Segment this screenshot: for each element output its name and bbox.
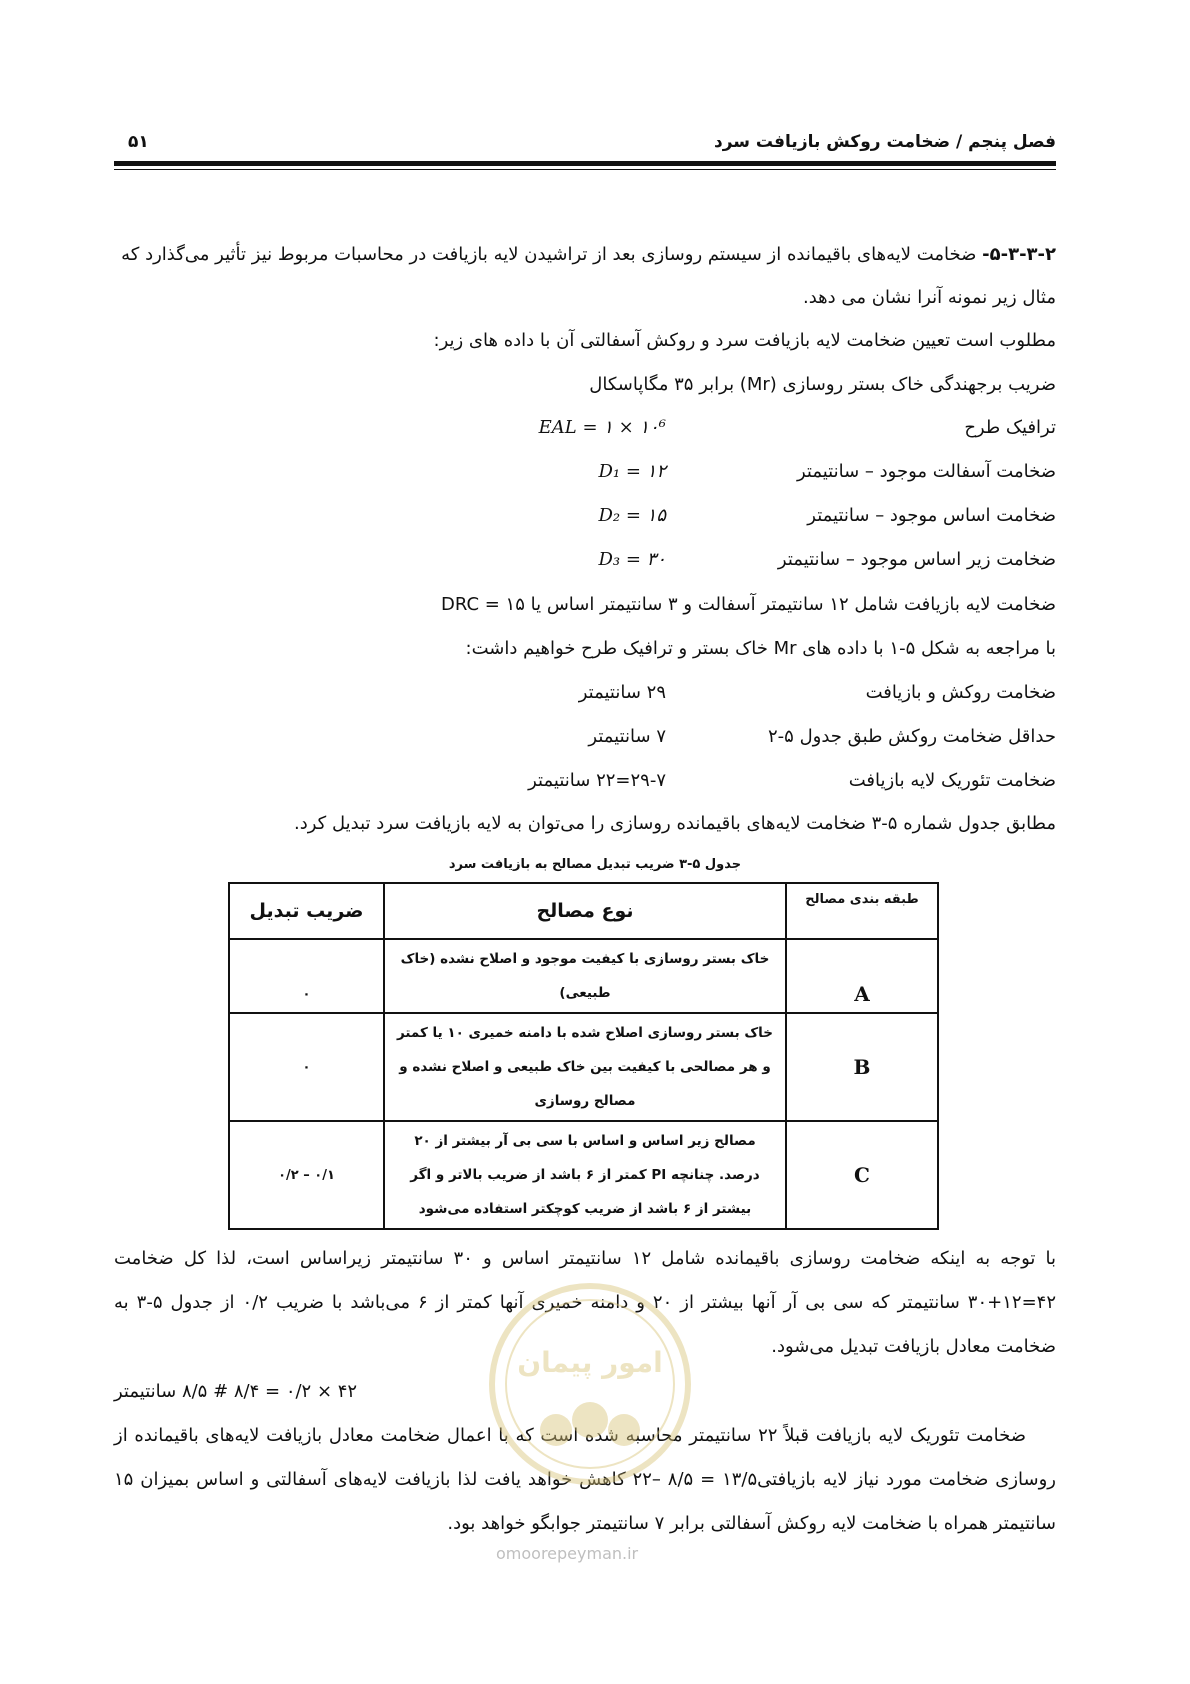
- result-label: ضخامت تئوریک لایه بازیافت: [848, 770, 1056, 791]
- given-formula: D₁ = ۱۲: [598, 461, 666, 482]
- header-classification: طبقه بندی مصالح: [786, 883, 938, 939]
- result-label: ضخامت روکش و بازیافت: [865, 682, 1056, 703]
- given-row-subbase: [456, 547, 1056, 573]
- header-rule-thick: [114, 161, 1056, 166]
- table-row: [229, 1013, 938, 1121]
- mr-line: ضریب برجهندگی خاک بستر روسازی (Mr) برابر ۳۵ مگاپاسکال: [589, 374, 1056, 395]
- header-rule-thin: [114, 169, 1056, 170]
- paragraph-1: با توجه به اینکه ضخامت روسازی باقیمانده شامل ۱۲ سانتیمتر اساس و ۳۰ سانتیمتر زیراساس است، لذا کل ضخامت ۴۲=۱۲+۳۰ سانتیمتر که سی بی آر آنها بیشتر از ۲۰ و دامنه خمیری آنها کمتر از ۶ می‌باشد با ضریب ۰/۲ از جدول ۵-۳ به ضخامت معادل بازیافت تبدیل می‌شود.: [114, 1248, 1057, 1357]
- reference-line: با مراجعه به شکل ۵-۱ با داده های Mr خاک بستر و ترافیک طرح خواهیم داشت:: [465, 638, 1056, 659]
- result-value: ۲۹ سانتیمتر: [578, 682, 666, 703]
- header-conversion-factor: ضریب تبدیل: [229, 883, 384, 939]
- table-header-row: [229, 883, 938, 939]
- watermark-logo: [486, 1280, 694, 1488]
- page-header: [114, 128, 1056, 178]
- table-caption: جدول ۵-۳ ضریب تبدیل مصالح به بازیافت سرد: [448, 857, 742, 872]
- conversion-factor: ۰/۱ – ۰/۲: [229, 1121, 384, 1229]
- paragraph-2: ضخامت تئوریک لایه بازیافت قبلاً ۲۲ سانتیمتر محاسبه شده است که با اعمال ضخامت معادل بازیافت لایه‌های باقیمانده از روسازی ضخامت مورد نیاز لایه بازیافتی۱۳/۵ = ۸/۵ –۲۲ کاهش خواهد یافت لذا بازیافت لایه‌های آسفالتی و اساس بمیزان ۱۵ سانتیمتر همراه با ضخامت لایه روکش آسفالتی برابر ۷ سانتیمتر جوابگو خواهد بود.: [114, 1425, 1056, 1534]
- result-value: ۷ سانتیمتر: [588, 726, 666, 747]
- conversion-factor: ۰: [229, 939, 384, 1013]
- given-label: ضخامت آسفالت موجود – سانتیمتر: [796, 461, 1056, 482]
- watermark-url: omoorepeyman.ir: [496, 1544, 639, 1563]
- material-description: خاک بستر روسازی با کیفیت موجود و اصلاح نشده (خاک طبیعی): [384, 939, 786, 1013]
- result-value: ۲۹-۷=۲۲ سانتیمتر: [528, 770, 666, 791]
- equation: ۴۲ × ۰/۲ = ۸/۴ # ۸/۵ سانتیمتر: [114, 1381, 358, 1402]
- material-description: خاک بستر روسازی اصلاح شده با دامنه خمیری ۱۰ یا کمتر و هر مصالحی با کیفیت بین خاک طبیعی و اصلاح نشده و مصالح روسازی: [384, 1013, 786, 1121]
- conversion-factor: ۰: [229, 1013, 384, 1121]
- intro-line-1: [121, 242, 1056, 268]
- material-class: A: [786, 939, 938, 1013]
- table-row: [229, 939, 938, 1013]
- page-number: ۵۱: [128, 132, 149, 152]
- result-row-min-overlay: [456, 724, 1056, 750]
- given-row-asphalt: [456, 459, 1056, 485]
- drc-line: ضخامت لایه بازیافت شامل ۱۲ سانتیمتر آسفالت و ۳ سانتیمتر اساس یا ۱۵ = DRC: [440, 594, 1056, 615]
- intro-line-3: مطلوب است تعیین ضخامت لایه بازیافت سرد و روکش آسفالتی آن با داده های زیر:: [433, 330, 1056, 351]
- material-class: C: [786, 1121, 938, 1229]
- header-material-type: نوع مصالح: [384, 883, 786, 939]
- given-label: ترافیک طرح: [964, 417, 1056, 438]
- chapter-title: فصل پنجم / ضخامت روکش بازیافت سرد: [713, 132, 1056, 152]
- materials-table: [228, 882, 939, 1230]
- intro-text: ضخامت لایه‌های باقیمانده از سیستم روسازی بعد از تراشیدن لایه بازیافت در محاسبات مربوط نیز تأثیر می‌گذارد که: [121, 244, 983, 265]
- material-description: مصالح زیر اساس و اساس با سی بی آر بیشتر از ۲۰ درصد. چنانچه PI کمتر از ۶ باشد از ضریب بالاتر و اگر بیشتر از ۶ باشد از ضریب کوچکتر استفاده می‌شود: [384, 1121, 786, 1229]
- result-row-theoretical: [456, 768, 1056, 794]
- given-formula: D₃ = ۳۰: [598, 549, 666, 570]
- given-label: ضخامت زیر اساس موجود – سانتیمتر: [777, 549, 1056, 570]
- intro-line-2: مثال زیر نمونه آنرا نشان می دهد.: [802, 287, 1056, 308]
- result-row-overlay-recycle: [456, 680, 1056, 706]
- watermark-text: امور پیمان: [517, 1346, 663, 1379]
- material-class: B: [786, 1013, 938, 1121]
- conclusion-line: مطابق جدول شماره ۵-۳ ضخامت لایه‌های باقیمانده روسازی را می‌توان به لایه بازیافت سرد تبدیل کرد.: [294, 813, 1056, 834]
- given-row-base: [456, 503, 1056, 529]
- given-formula: EAL = ۱ × ۱۰⁶: [538, 417, 666, 438]
- given-row-traffic: [456, 415, 1056, 441]
- given-label: ضخامت اساس موجود – سانتیمتر: [807, 505, 1056, 526]
- section-number: ۵-۳-۳-۲-: [982, 244, 1056, 265]
- table-row: [229, 1121, 938, 1229]
- given-formula: D₂ = ۱۵: [598, 505, 666, 526]
- result-label: حداقل ضخامت روکش طبق جدول ۵-۲: [768, 726, 1056, 747]
